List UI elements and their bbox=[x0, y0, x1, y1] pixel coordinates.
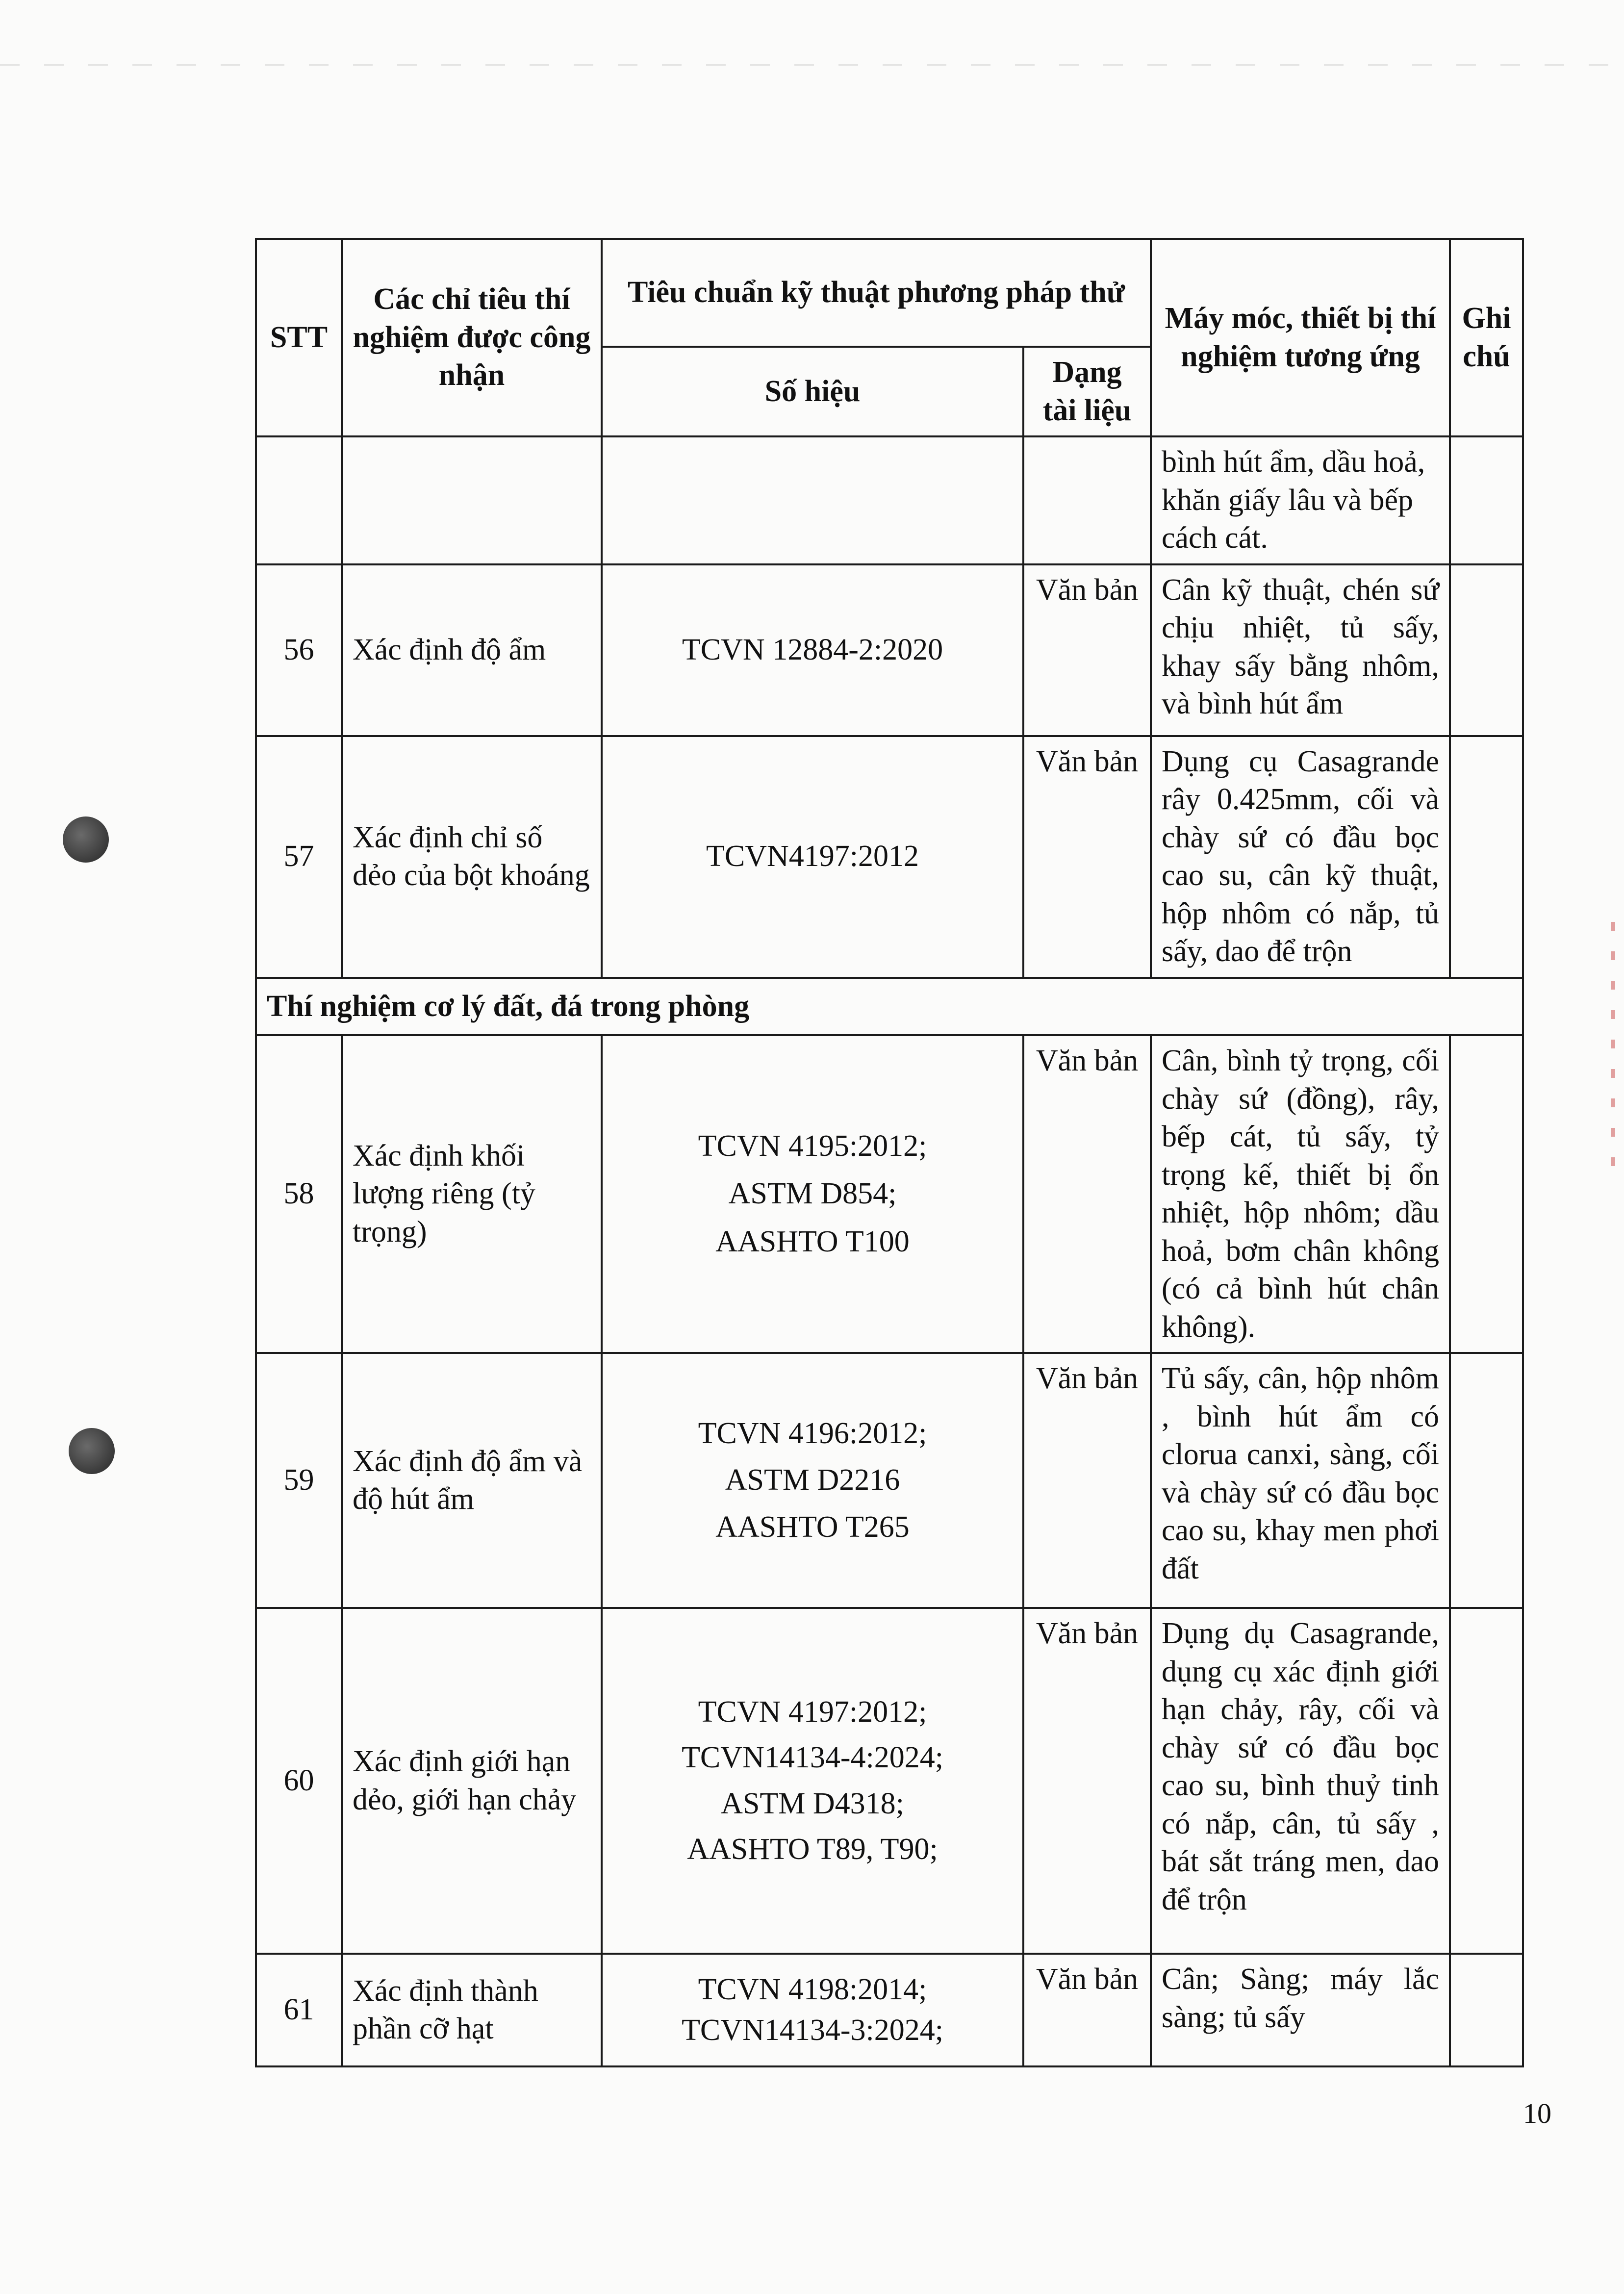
page-number: 10 bbox=[1523, 2097, 1551, 2129]
code-line: TCVN 4197:2012; bbox=[698, 1695, 927, 1729]
cell-equipment: Cân kỹ thuật, chén sứ chịu nhiệt, tủ sấy, khay sấy bằng nhôm, và bình hút ẩm bbox=[1151, 564, 1450, 736]
section-row bbox=[256, 978, 1523, 1036]
cell-equipment: Tủ sấy, cân, hộp nhôm , bình hút ẩm có clorua canxi, sàng, cối và chày sứ có đầu bọc cao su, khay men phơi đất bbox=[1151, 1353, 1450, 1608]
table-row bbox=[256, 1954, 1523, 2066]
cell-indicator: Xác định chỉ số dẻo của bột khoáng bbox=[342, 736, 602, 978]
cell-indicator: Xác định giới hạn dẻo, giới hạn chảy bbox=[342, 1608, 602, 1954]
header-indicators: Các chỉ tiêu thí nghiệm được công nhận bbox=[342, 239, 602, 436]
header-row-1 bbox=[256, 239, 1523, 347]
table-row-continuation bbox=[256, 436, 1523, 564]
stamp-edge-mark bbox=[1611, 922, 1615, 1177]
header-code: Số hiệu bbox=[602, 347, 1023, 436]
cell-indicator: Xác định khối lượng riêng (tỷ trọng) bbox=[342, 1035, 602, 1353]
cell-stt: 61 bbox=[256, 1954, 342, 2066]
cell-doc-type: Văn bản bbox=[1023, 564, 1151, 736]
cell-note bbox=[1450, 1353, 1523, 1608]
code-line: TCVN 4196:2012; bbox=[698, 1416, 927, 1450]
cell-note bbox=[1450, 564, 1523, 736]
table-row bbox=[256, 1035, 1523, 1353]
cell-indicator bbox=[342, 436, 602, 564]
section-title: Thí nghiệm cơ lý đất, đá trong phòng bbox=[256, 978, 1523, 1036]
cell-doc-type: Văn bản bbox=[1023, 736, 1151, 978]
code-line: AASHTO T265 bbox=[715, 1510, 910, 1544]
cell-note bbox=[1450, 436, 1523, 564]
cell-indicator: Xác định thành phần cỡ hạt bbox=[342, 1954, 602, 2066]
table-row bbox=[256, 564, 1523, 736]
cell-note bbox=[1450, 736, 1523, 978]
cell-stt: 58 bbox=[256, 1035, 342, 1353]
punch-hole-top bbox=[63, 816, 109, 863]
cell-code bbox=[602, 436, 1023, 564]
cell-stt bbox=[256, 436, 342, 564]
code-line: TCVN 12884-2:2020 bbox=[682, 633, 943, 666]
cell-stt: 57 bbox=[256, 736, 342, 978]
cell-code bbox=[602, 1353, 1023, 1608]
code-line: ASTM D854; bbox=[728, 1177, 897, 1211]
code-line: TCVN 4195:2012; bbox=[698, 1129, 927, 1163]
header-stt: STT bbox=[256, 239, 342, 436]
table-row bbox=[256, 1608, 1523, 1954]
cell-code bbox=[602, 1954, 1023, 2066]
cell-stt: 56 bbox=[256, 564, 342, 736]
header-equipment: Máy móc, thiết bị thí nghiệm tương ứng bbox=[1151, 239, 1450, 436]
code-line: AASHTO T89, T90; bbox=[687, 1833, 938, 1866]
cell-doc-type bbox=[1023, 436, 1151, 564]
table-row bbox=[256, 1353, 1523, 1608]
cell-indicator: Xác định độ ẩm và độ hút ẩm bbox=[342, 1353, 602, 1608]
cell-equipment: Dụng cụ Casagrande rây 0.425mm, cối và chày sứ có đầu bọc cao su, cân kỹ thuật, hộp nhôm có nắp, tủ sấy, dao để trộn bbox=[1151, 736, 1450, 978]
header-note: Ghi chú bbox=[1450, 239, 1523, 436]
code-line: TCVN14134-3:2024; bbox=[682, 2014, 943, 2047]
code-line: AASHTO T100 bbox=[715, 1224, 910, 1258]
code-line: TCVN 4198:2014; bbox=[698, 1972, 927, 2006]
cell-note bbox=[1450, 1608, 1523, 1954]
cell-doc-type: Văn bản bbox=[1023, 1954, 1151, 2066]
cell-equipment: Cân, bình tỷ trọng, cối chày sứ (đồng), rây, bếp cát, tủ sấy, tỷ trọng kế, thiết bị ổn nhiệt, hộp nhôm; dầu hoả, bơm chân không (có cả bình hút chân không). bbox=[1151, 1035, 1450, 1353]
cell-code bbox=[602, 1035, 1023, 1353]
scan-artifact-line bbox=[0, 64, 1624, 66]
code-line: TCVN4197:2012 bbox=[706, 840, 919, 873]
cell-doc-type: Văn bản bbox=[1023, 1353, 1151, 1608]
cell-code bbox=[602, 1608, 1023, 1954]
cell-note bbox=[1450, 1954, 1523, 2066]
cell-note bbox=[1450, 1035, 1523, 1353]
header-standard-group: Tiêu chuẩn kỹ thuật phương pháp thử bbox=[602, 239, 1151, 347]
table-row bbox=[256, 736, 1523, 978]
cell-code bbox=[602, 564, 1023, 736]
header-doc-type: Dạng tài liệu bbox=[1023, 347, 1151, 436]
code-line: ASTM D2216 bbox=[725, 1463, 900, 1497]
code-line: ASTM D4318; bbox=[721, 1786, 904, 1820]
cell-doc-type: Văn bản bbox=[1023, 1608, 1151, 1954]
test-table bbox=[255, 238, 1524, 2067]
punch-hole-bottom bbox=[69, 1428, 115, 1474]
cell-equipment: bình hút ẩm, dầu hoả, khăn giấy lâu và bếp cách cát. bbox=[1151, 436, 1450, 564]
cell-doc-type: Văn bản bbox=[1023, 1035, 1151, 1353]
cell-equipment: Dụng dụ Casagrande, dụng cụ xác định giới hạn chảy, rây, cối và chày sứ có đầu bọc cao su, bình thuỷ tinh có nắp, cân, tủ sấy , bát sắt tráng men, dao để trộn bbox=[1151, 1608, 1450, 1954]
cell-code bbox=[602, 736, 1023, 978]
cell-equipment: Cân; Sàng; máy lắc sàng; tủ sấy bbox=[1151, 1954, 1450, 2066]
cell-indicator: Xác định độ ẩm bbox=[342, 564, 602, 736]
code-line: TCVN14134-4:2024; bbox=[682, 1741, 943, 1774]
cell-stt: 60 bbox=[256, 1608, 342, 1954]
cell-stt: 59 bbox=[256, 1353, 342, 1608]
